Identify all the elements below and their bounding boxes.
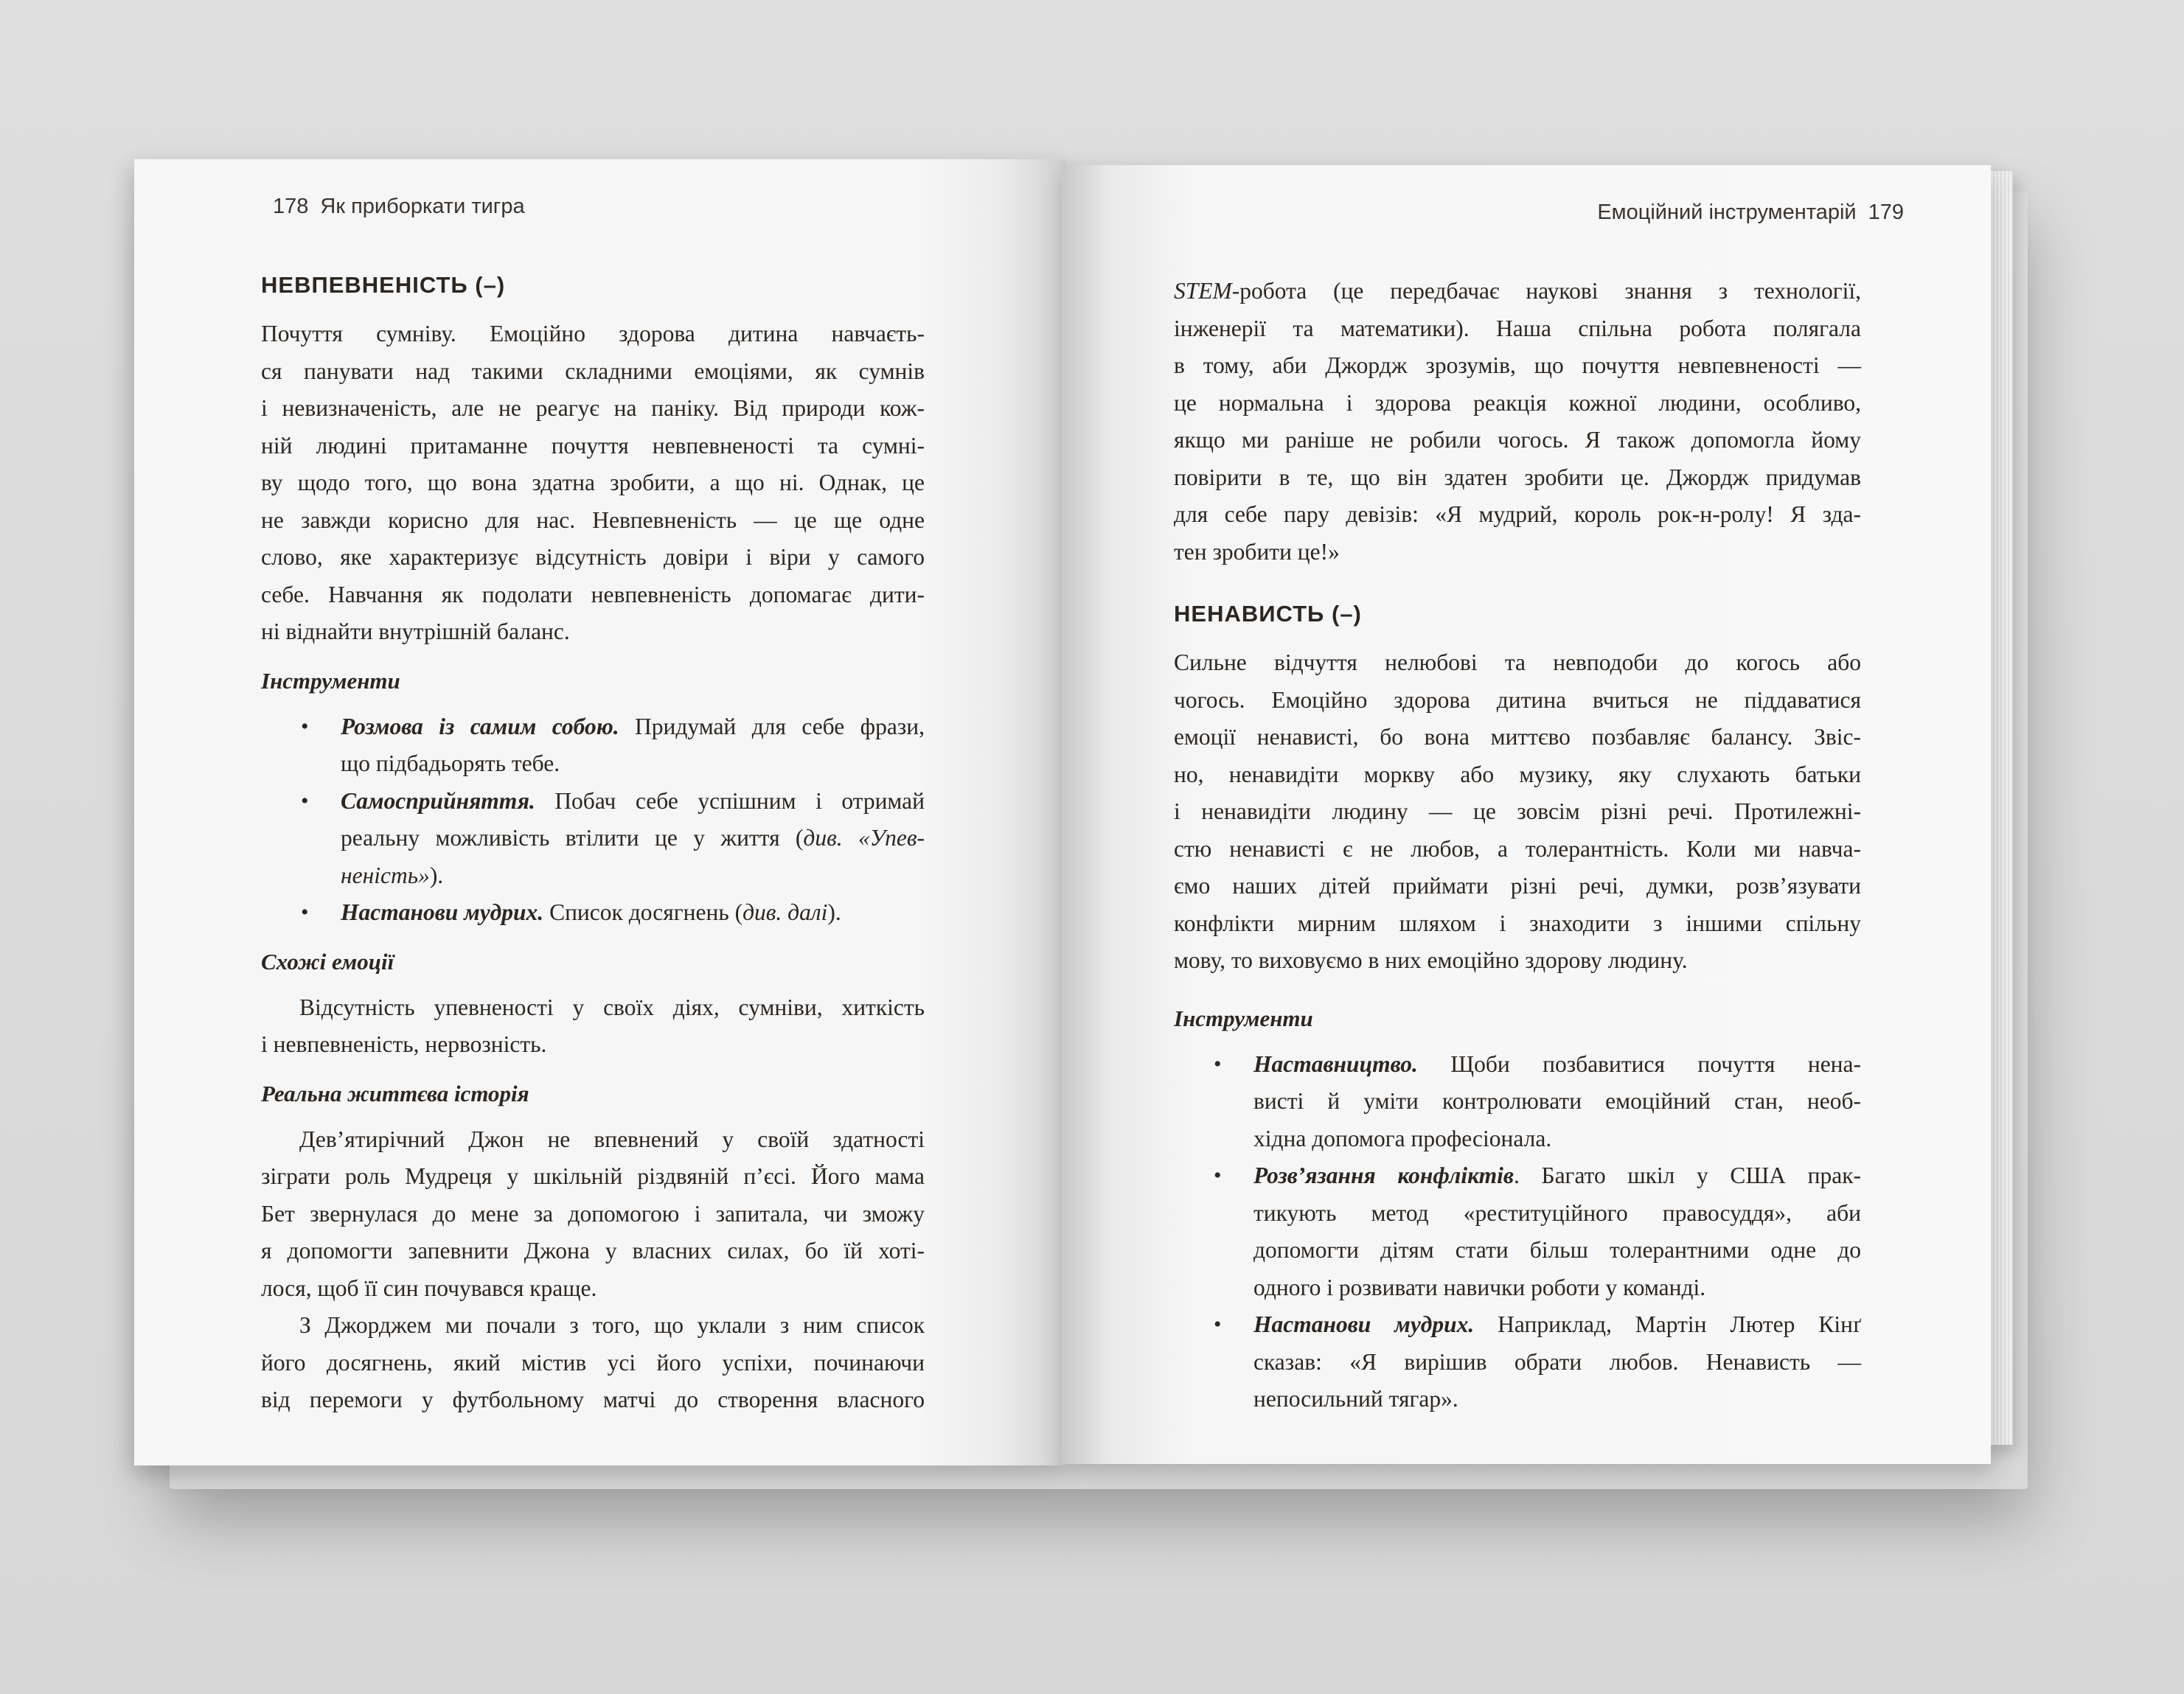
intro-line: ву щодо того, що вона здатна зробити, а що ні. Однак, це: [261, 470, 925, 495]
intro-line: но, ненавидіти моркву або музику, яку слухають батьки: [1174, 761, 1861, 787]
left-running-title: Як приборкати тигра: [320, 195, 525, 218]
similar-emotions-heading: Схожі емоції: [261, 948, 394, 975]
intro-line: чогось. Емоційно здорова дитина вчиться не піддаватися: [1174, 686, 1861, 713]
list-item: [341, 783, 925, 895]
tool-term: Розв’язання конфліктів: [1253, 1163, 1514, 1188]
tool-text: ).: [827, 899, 841, 925]
continuation-line: це нормальна і здорова реакція кожної людини, особливо,: [1174, 389, 1861, 416]
story-line: лося, щоб її син почувався краще.: [261, 1275, 597, 1301]
tool-text: Побач себе успішним і отримай: [535, 787, 925, 814]
list-item: [341, 894, 925, 932]
intro-line: слово, яке характеризує відсутність довіри і віри у самого: [261, 544, 925, 570]
story-line: зіграти роль Мудреця у шкільній різдвяній п’єсі. Його мама: [261, 1163, 925, 1189]
tool-reference: див. далі: [743, 899, 828, 925]
right-running-head: [1597, 201, 1904, 225]
tools-heading: Інструменти: [1174, 1005, 1313, 1031]
continuation-line: повірити в те, що він здатен зробити це. Джордж придумав: [1174, 464, 1861, 490]
tool-text: хідна допомога професіонала.: [1253, 1125, 1552, 1151]
tool-term: Самосприйняття.: [341, 787, 535, 814]
similar-line: і невпевненість, нервозність.: [261, 1031, 547, 1057]
tool-text: Щоби позбавитися почуття нена-: [1417, 1050, 1861, 1077]
similar-line: Відсутність упевненості у своїх діях, сумніви, хиткість: [299, 994, 925, 1020]
left-page-number: 178: [273, 195, 309, 218]
story-line: Бет звернулася до мене за допомогою і запитала, чи зможу: [261, 1200, 925, 1227]
tool-term: Розмова із самим собою.: [341, 713, 619, 739]
intro-line: і ненавидіти людину — це зовсім різні речі. Протилежні-: [1174, 798, 1861, 824]
tools-list: [1174, 1046, 1861, 1418]
continuation-text: -робота (це передбачає наукові знання з технології,: [1231, 278, 1861, 304]
left-running-head: [261, 195, 525, 219]
continuation-line: в тому, аби Джордж зрозумів, що почуття невпевненості —: [1174, 352, 1861, 378]
tools-list: [261, 708, 925, 932]
real-story-heading: Реальна життєва історія: [261, 1080, 529, 1106]
tool-reference: див. «Упев-: [803, 825, 925, 851]
continuation-line: інженерії та математики). Наша спільна робота полягала: [1174, 315, 1861, 341]
tool-text: Список досягнень (: [543, 899, 743, 925]
intro-line: мову, то виховуємо в них емоційно здорову людину.: [1174, 947, 1688, 973]
intro-line: ся панувати над такими складними емоціями, як сумнів: [261, 358, 925, 384]
tool-text: допомогти дітям стати більш толерантними одне до: [1253, 1237, 1861, 1263]
list-item: [341, 708, 925, 783]
tool-text: . Багато шкіл у США прак-: [1513, 1163, 1861, 1188]
intro-line: себе. Навчання як подолати невпевненість допомагає дити-: [261, 581, 925, 607]
section-heading-uncertainty: НЕВПЕВНЕНІСТЬ (–): [261, 272, 506, 298]
right-content: [1174, 273, 1861, 1418]
intro-line: стю ненависті є не любов, а толерантність. Коли ми навча-: [1174, 835, 1861, 862]
left-content: [261, 268, 925, 1419]
right-running-title: Емоційний інструментарій: [1597, 201, 1857, 224]
left-page: [134, 159, 1066, 1465]
intro-line: не завжди корисно для нас. Невпевненість — це ще одне: [261, 506, 925, 533]
tool-text: одного і розвивати навички роботи у команді.: [1253, 1274, 1706, 1300]
intro-line: Сильне відчуття нелюбові та невподоби до когось або: [1174, 649, 1861, 675]
list-item: [1253, 1157, 1861, 1306]
story-line: від перемоги у футбольному матчі до створення власного: [261, 1387, 925, 1412]
tool-text: Наприклад, Мартін Лютер Кінґ: [1474, 1311, 1861, 1337]
tool-text: непосильний тягар».: [1253, 1386, 1458, 1412]
intro-line: ні віднайти внутрішній баланс.: [261, 618, 570, 644]
story-line: його досягнень, який містив усі його успіхи, починаючи: [261, 1349, 925, 1376]
list-item: [1253, 1046, 1861, 1158]
continuation-line: [1174, 273, 1861, 310]
list-item: [1253, 1306, 1861, 1418]
tool-term: Наставництво.: [1253, 1050, 1418, 1077]
intro-line: Почуття сумніву. Емоційно здорова дитина навчаєть-: [261, 321, 925, 346]
tool-reference: неність»: [341, 862, 430, 888]
tool-text: реальну можливість втілити це у життя (: [341, 825, 804, 851]
story-line: я допомогти запевнити Джона у власних силах, бо їй хоті-: [261, 1238, 925, 1263]
intro-line: конфлікти мирним шляхом і знаходити з іншими спільну: [1174, 910, 1861, 936]
tools-heading: Інструменти: [261, 667, 400, 694]
tool-text: сказав: «Я вирішив обрати любов. Ненависть —: [1253, 1348, 1861, 1375]
continuation-line: якщо ми раніше не робили чогось. Я також допомогла йому: [1174, 427, 1861, 453]
continuation-line: для себе пару девізів: «Я мудрий, король рок-н-ролу! Я зда-: [1174, 501, 1861, 527]
intro-line: ємо наших дітей приймати різні речі, думки, розв’язувати: [1174, 873, 1861, 899]
story-line: Дев’ятирічний Джон не впевнений у своїй здатності: [299, 1126, 925, 1152]
intro-line: ній людині притаманне почуття невпевненості та сумні-: [261, 432, 925, 459]
section-heading-hatred: НЕНАВИСТЬ (–): [1174, 601, 1362, 627]
tool-text: тикують метод «реституційного правосуддя», аби: [1253, 1199, 1861, 1226]
tool-term: Настанови мудрих.: [1253, 1311, 1475, 1337]
continuation-line: тен зробити це!»: [1174, 538, 1340, 565]
intro-line: і невизначеність, але не реагує на паніку. Від природи кож-: [261, 395, 925, 421]
intro-line: емоції ненависті, бо вона миттєво позбавляє балансу. Звіс-: [1174, 724, 1861, 750]
right-page: [1062, 165, 1991, 1464]
tool-text: висті й уміти контролювати емоційний стан, необ-: [1253, 1088, 1861, 1114]
story-line: З Джорджем ми почали з того, що уклали з ним список: [299, 1312, 925, 1338]
tool-text: ).: [429, 862, 444, 888]
right-page-number: 179: [1868, 201, 1904, 224]
tool-term: Настанови мудрих.: [341, 899, 544, 925]
tool-text: Придумай для себе фрази,: [619, 713, 925, 739]
tool-text: що підбадьорять тебе.: [341, 750, 560, 776]
stem-term: STEM: [1174, 278, 1232, 304]
